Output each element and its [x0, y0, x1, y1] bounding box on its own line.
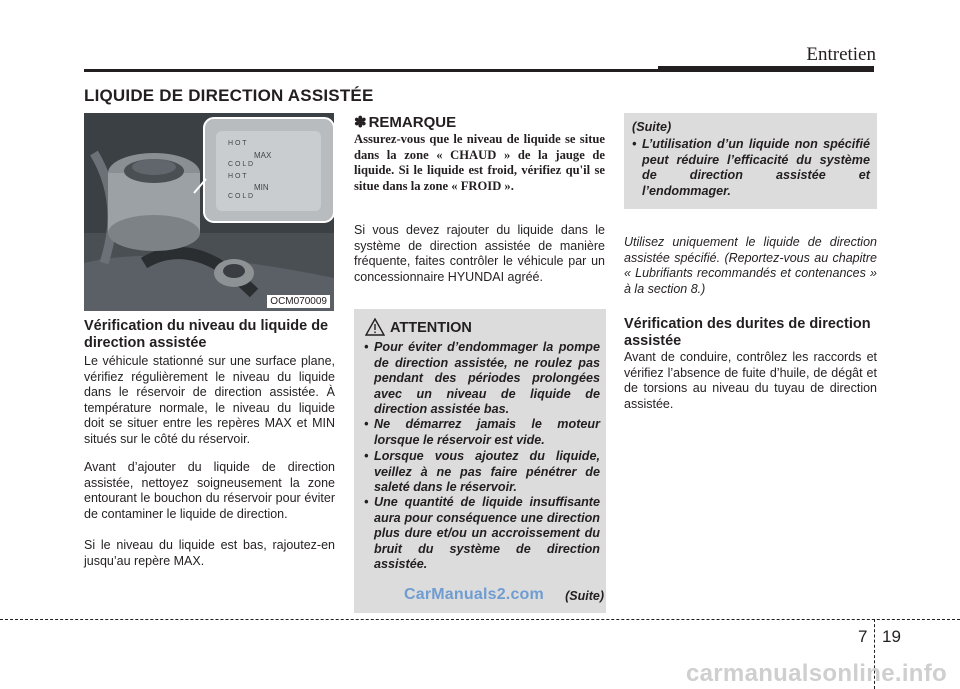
footer-rule	[0, 619, 960, 620]
header-rule-accent	[658, 66, 874, 72]
attention-item	[364, 340, 600, 418]
label-cold-2: C O L D	[228, 193, 254, 200]
warning-triangle-icon	[365, 318, 385, 336]
watermark-link[interactable]: CarManuals2.com	[404, 586, 544, 603]
chapter-number: 7	[858, 627, 868, 646]
asterisk-icon: ✽	[354, 114, 367, 131]
reservoir-photo	[84, 113, 334, 311]
attention-item-text: Pour éviter d’endommager la pompe de direction assistée, ne roulez pas pendant des périodes prolongées avec un niveau de liquide de direction assistée bas.	[374, 340, 600, 417]
fluid-spec-note: Utilisez uniquement le liquide de direction assistée spécifié. (Reportez-vous au chapitre « Lubrifiants recommandés et contenances » à la section 8.)	[624, 235, 877, 296]
attention-item-text: Lorsque vous ajoutez du liquide, veillez à ne pas faire pénétrer de saleté dans le réservoir.	[374, 449, 600, 495]
bullet: •	[364, 495, 369, 509]
section-label: Entretien	[806, 44, 876, 65]
fluid-level-paragraph-3: Si le niveau du liquide est bas, rajoutez-en jusqu’au repère MAX.	[84, 538, 335, 568]
label-max: MAX	[254, 151, 272, 160]
label-min: MIN	[254, 183, 269, 192]
label-cold-1: C O L D	[228, 161, 254, 168]
fluid-level-check-heading: Vérification du niveau du liquide de direction assistée	[84, 318, 329, 351]
fluid-level-paragraph-2: Avant d’ajouter du liquide de direction assistée, nettoyez soigneusement la zone entourant le bouchon du réservoir pour éviter de contaminer le liquide de direction.	[84, 460, 335, 521]
attention-title: ATTENTION	[390, 320, 472, 336]
continued-item	[632, 137, 870, 199]
attention-item	[364, 449, 600, 496]
footer-watermark: carmanualsonline.info	[686, 660, 948, 687]
attention-item-text: Une quantité de liquide insuffisante aura pour conséquence une direction plus dure et/ou un accroissement du bruit du système de direction assistée.	[374, 495, 600, 572]
bullet: •	[364, 417, 369, 431]
page-number: 19	[882, 627, 901, 646]
remark-title: REMARQUE	[368, 114, 457, 131]
fluid-level-paragraph-1: Le véhicule stationné sur une surface plane, vérifiez régulièrement le niveau du liquide dans le réservoir de direction assistée. À température normale, le niveau du liquide doit se situer entre les repères MAX et MIN situés sur le côté du réservoir.	[84, 354, 335, 446]
hose-check-paragraph: Avant de conduire, contrôlez les raccords et vérifiez l’absence de fuite d’huile, de dégât et de torsions au niveau du tuyau de direction assistée.	[624, 350, 877, 411]
remark-heading	[354, 113, 456, 131]
continued-item-text: L’utilisation d’un liquide non spécifié peut réduire l’efficacité du système de direction assistée et l’endommager.	[642, 137, 870, 198]
hose-check-heading: Vérification des durites de direction assistée	[624, 316, 871, 349]
label-hot-2: H O T	[228, 173, 247, 180]
attention-item	[364, 417, 600, 448]
reservoir-illustration	[84, 113, 334, 311]
remark-body: Si vous devez rajouter du liquide dans le système de direction assistée de manière fréquente, faites contrôler le véhicule par un concessionnaire HYUNDAI agréé.	[354, 223, 605, 284]
continued-label: (Suite)	[565, 589, 604, 603]
photo-caption: OCM070009	[267, 295, 330, 308]
label-hot-1: H O T	[228, 140, 247, 147]
bullet: •	[364, 340, 369, 354]
attention-item	[364, 495, 600, 573]
attention-item-text: Ne démarrez jamais le moteur lorsque le réservoir est vide.	[374, 417, 600, 447]
bullet: •	[632, 137, 637, 151]
remark-bold-text: Assurez-vous que le niveau de liquide se situe dans la zone « CHAUD » de la jauge de liquide. Si le liquide est froid, vérifiez qu'il se situe dans la zone « FROID ».	[354, 132, 605, 193]
bullet: •	[364, 449, 369, 463]
continued-title: (Suite)	[632, 120, 672, 134]
page-title: LIQUIDE DE DIRECTION ASSISTÉE	[84, 86, 374, 105]
